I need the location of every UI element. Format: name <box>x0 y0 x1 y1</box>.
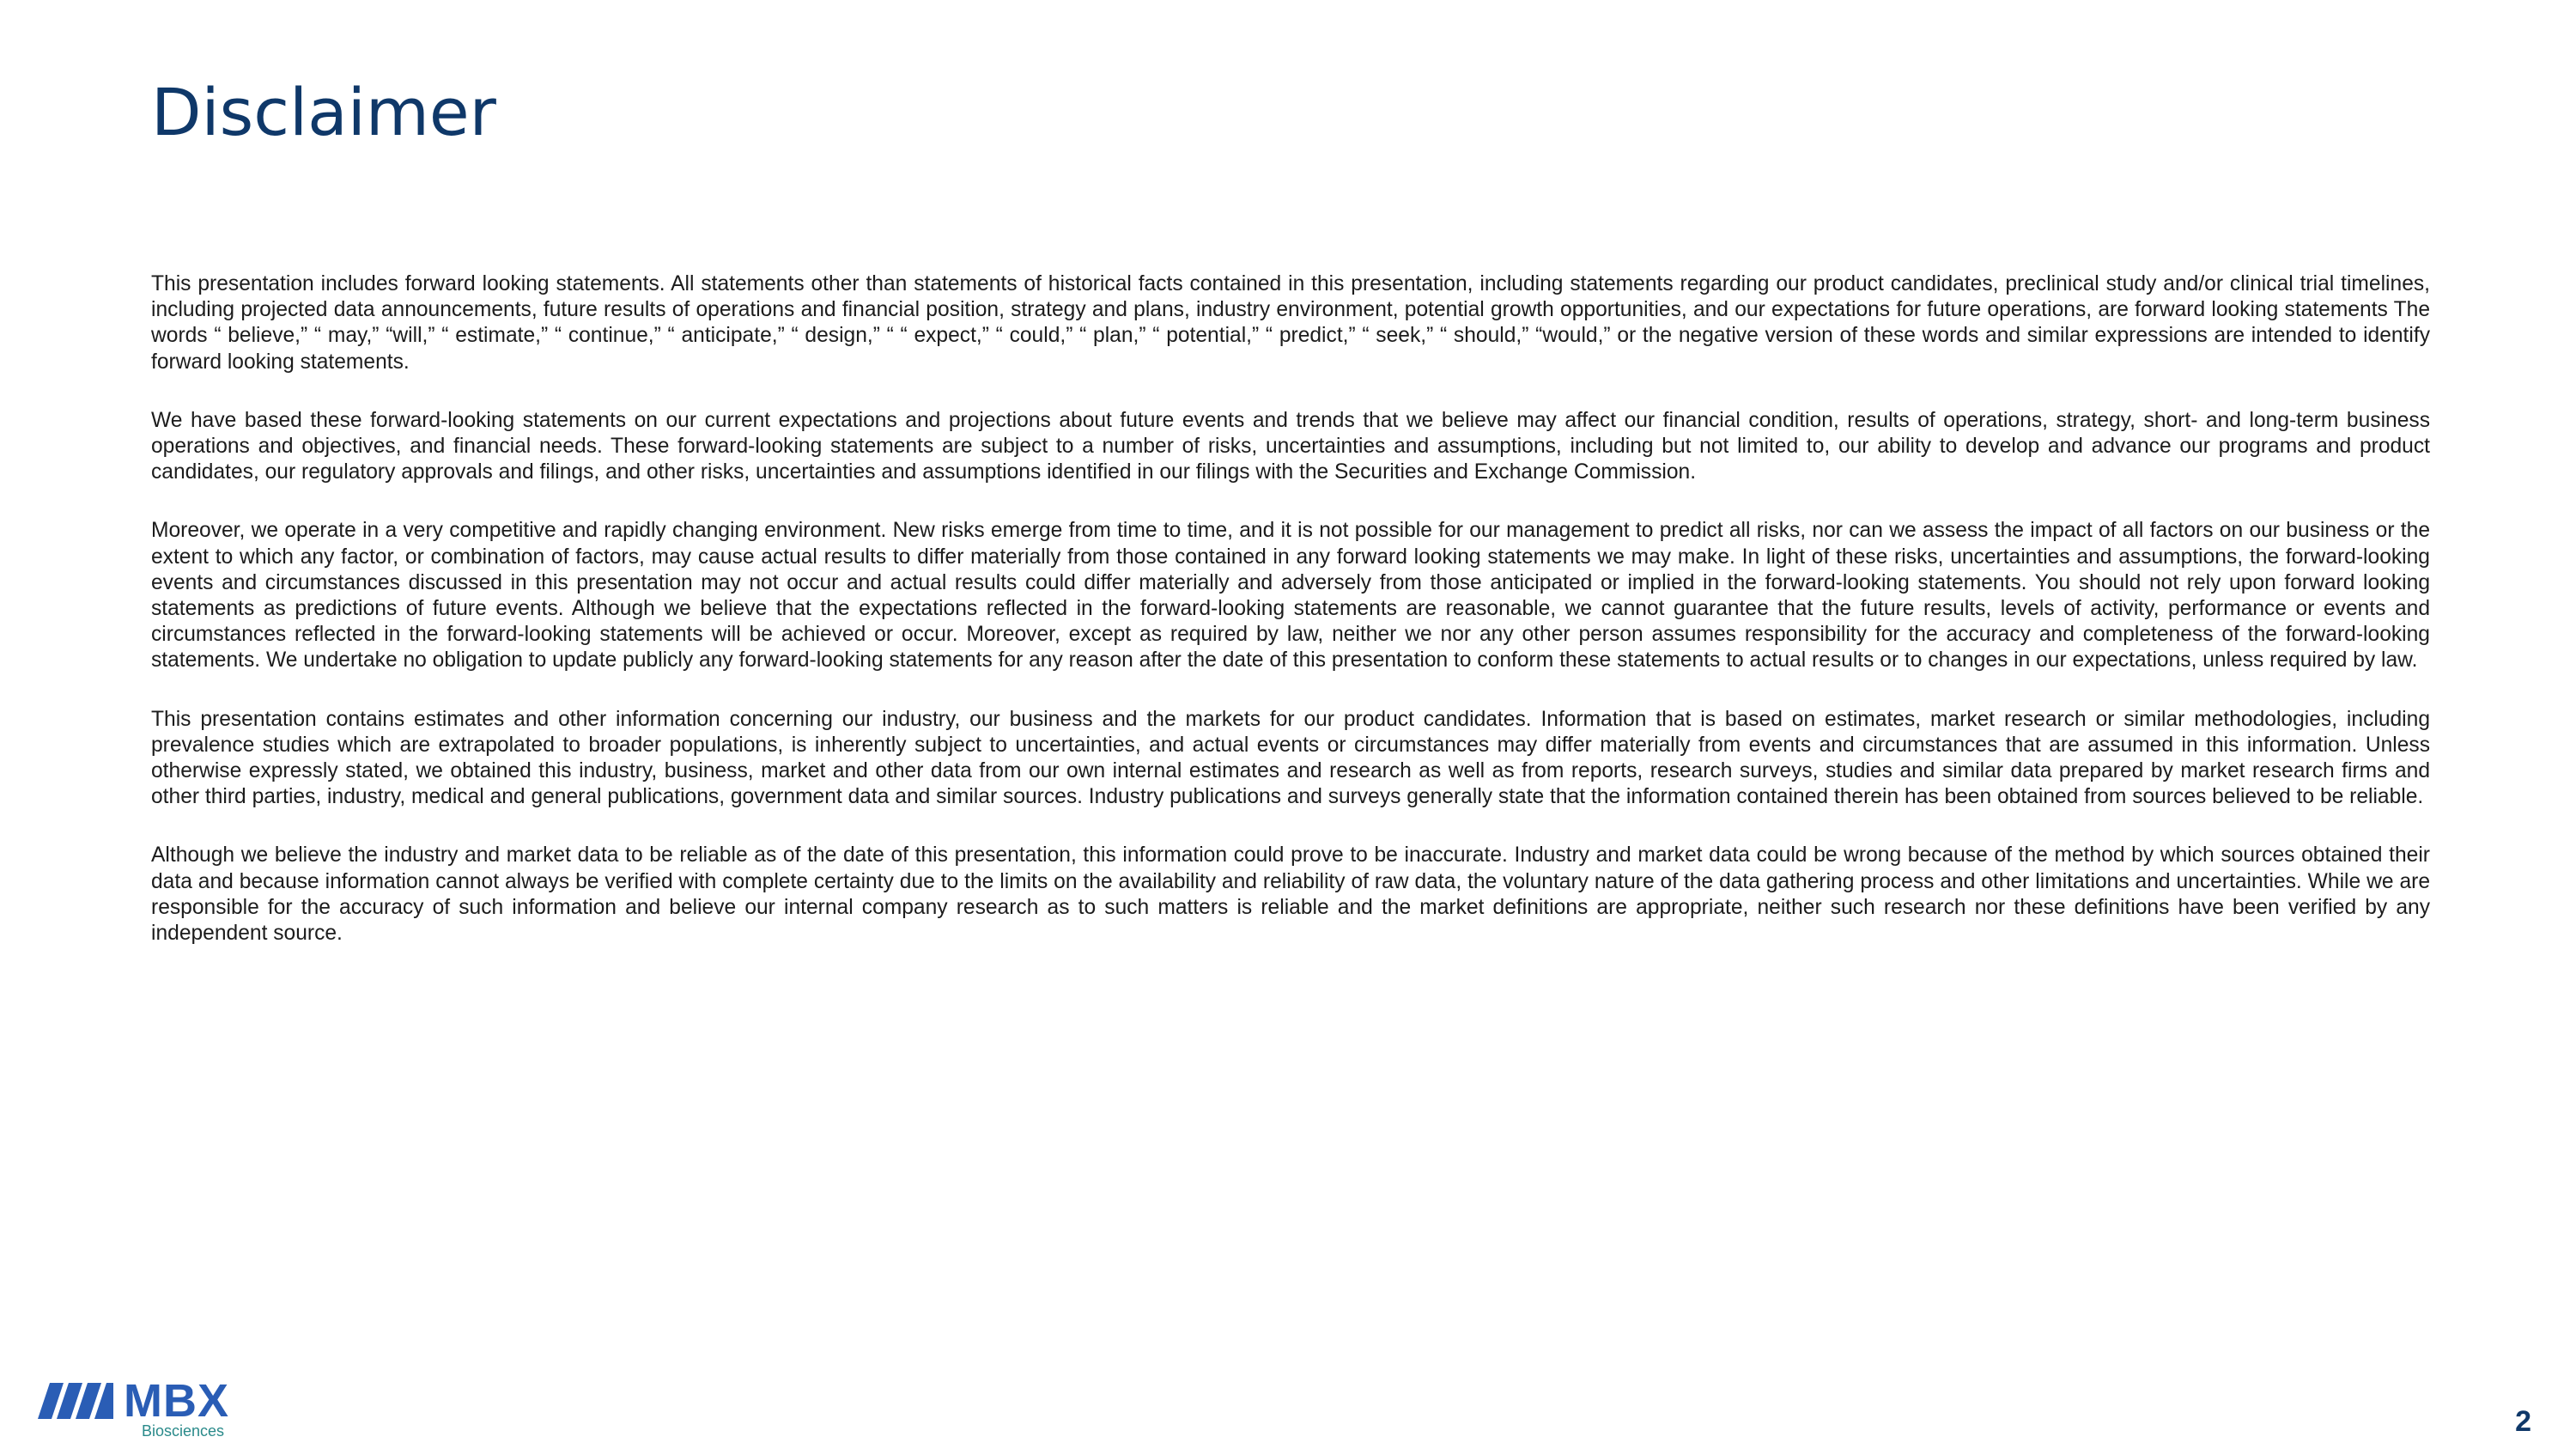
page-number: 2 <box>2515 1405 2531 1438</box>
logo-wordmark: MBX <box>124 1375 229 1427</box>
mbx-logo-mark-icon <box>38 1378 120 1422</box>
logo-subtitle: Biosciences <box>142 1422 225 1440</box>
disclaimer-paragraph-3: Moreover, we operate in a very competitive and rapidly changing environment. New risks emerge from time to time, and it is not possible for our management to predict all risks, nor can we assess the impact of all factors on our business or the extent to which any factor, or combination of factors, may cause actual results to differ materially from those contained in any forward looking statements we may make. In light of these risks, uncertainties and assumptions, the forward-looking events and circumstances discussed in this presentation may not occur and actual results could differ materially and adversely from those anticipated or implied in the forward-looking statements. You should not rely upon forward looking statements as predictions of future events. Although we believe that the expectations reflected in the forward-looking statements are reasonable, we cannot guarantee that the future results, levels of activity, performance or events and circumstances reflected in the forward-looking statements will be achieved or occur. Moreover, except as required by law, neither we nor any other person assumes responsibility for the accuracy and completeness of the forward-looking statements. We undertake no obligation to update publicly any forward-looking statements for any reason after the date of this presentation to conform these statements to actual results or to changes in our expectations, unless required by law. <box>151 519 2430 673</box>
disclaimer-body <box>151 271 2430 979</box>
disclaimer-paragraph-2: We have based these forward-looking statements on our current expectations and projections about future events and trends that we believe may affect our financial condition, results of operations, strategy, short- and long-term business operations and objectives, and financial needs. These forward-looking statements are subject to a number of risks, uncertainties and assumptions, including but not limited to, our ability to develop and advance our programs and product candidates, our regulatory approvals and filings, and other risks, uncertainties and assumptions identified in our filings with the Securities and Exchange Commission. <box>151 408 2430 484</box>
disclaimer-paragraph-5: Although we believe the industry and market data to be reliable as of the date of this presentation, this information could prove to be inaccurate. Industry and market data could be wrong because of the method by which sources obtained their data and because information cannot always be verified with complete certainty due to the limits on the availability and reliability of raw data, the voluntary nature of the data gathering process and other limitations and uncertainties. While we are responsible for the accuracy of such information and believe our internal company research as to such matters is reliable and the market definitions are appropriate, neither such research nor these definitions have been verified by any independent source. <box>151 843 2430 946</box>
slide-title: Disclaimer <box>151 74 496 150</box>
disclaimer-paragraph-1: This presentation includes forward looking statements. All statements other than statements of historical facts contained in this presentation, including statements regarding our product candidates, preclinical study and/or clinical trial timelines, including projected data announcements, future results of operations and financial position, strategy and plans, industry environment, potential growth opportunities, and our expectations for future operations, are forward looking statements The words “ believe,” “ may,” “will,” “ estimate,” “ continue,” “ anticipate,” “ design,” “ “ expect,” “ could,” “ plan,” “ potential,” “ predict,” “ seek,” “ should,” “would,” or the negative version of these words and similar expressions are intended to identify forward looking statements. <box>151 272 2430 374</box>
company-logo <box>38 1375 244 1441</box>
disclaimer-paragraph-4: This presentation contains estimates and other information concerning our industry, our business and the markets for our product candidates. Information that is based on estimates, market research or similar methodologies, including prevalence studies which are extrapolated to broader populations, is inherently subject to uncertainties, and actual events or circumstances may differ materially from events and circumstances that are assumed in this information. Unless otherwise expressly stated, we obtained this industry, business, market and other data from our own internal estimates and research as well as from reports, research surveys, studies and similar data prepared by market research firms and other third parties, industry, medical and general publications, government data and similar sources. Industry publications and surveys generally state that the information contained therein has been obtained from sources believed to be reliable. <box>151 707 2430 809</box>
